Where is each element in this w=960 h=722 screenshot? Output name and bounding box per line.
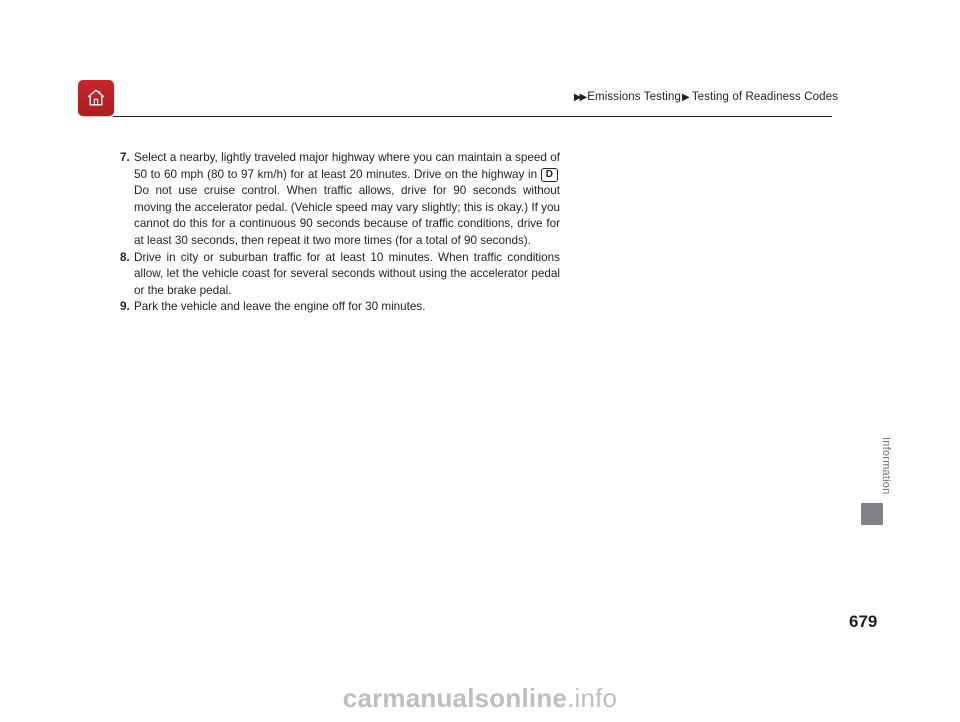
step-text-after: Do not use cruise control. When traffic allows, drive for 90 seconds without moving the accelerator pedal. (Vehicle speed may vary slightly; this is okay.) If you cannot do this for a continuous 90 seconds because of traffic conditions, drive for at least 30 seconds, then repeat it two more times (for a total of 90 seconds). <box>134 184 560 247</box>
step-number: 8. <box>120 250 130 264</box>
step-number: 7. <box>120 151 130 164</box>
list-item <box>120 150 560 250</box>
list-item <box>120 299 560 316</box>
watermark <box>0 683 960 714</box>
gear-position-d-badge: D <box>541 168 558 182</box>
section-label-information: Information <box>880 437 892 495</box>
page-number: 679 <box>849 612 878 631</box>
step-text: Park the vehicle and leave the engine off for 30 minutes. <box>134 300 426 314</box>
step-text-before: Select a nearby, lightly traveled major highway where you can maintain a speed of 50 to 60 mph (80 to 97 km/h) for at least 20 minutes. Drive on the highway in <box>134 151 560 181</box>
section-tab-marker <box>861 503 883 525</box>
header-divider <box>113 116 832 117</box>
body-content <box>120 150 560 316</box>
breadcrumb <box>574 91 838 103</box>
breadcrumb-separator-icon: ▶ <box>682 92 690 103</box>
step-number: 9. <box>120 300 130 314</box>
step-text: Drive in city or suburban traffic for at least 10 minutes. When traffic conditions allow, let the vehicle coast for several seconds without using the accelerator pedal or the brake pedal. <box>134 250 560 297</box>
watermark-tld: .info <box>567 683 618 713</box>
watermark-brand: carmanualsonline <box>342 683 568 713</box>
list-item <box>120 250 560 300</box>
breadcrumb-arrows: ▶▶ <box>573 92 586 103</box>
home-icon[interactable] <box>78 80 114 116</box>
breadcrumb-item-emissions-testing[interactable]: Emissions Testing <box>587 91 681 103</box>
breadcrumb-item-testing-of-readiness-codes[interactable]: Testing of Readiness Codes <box>691 91 838 103</box>
